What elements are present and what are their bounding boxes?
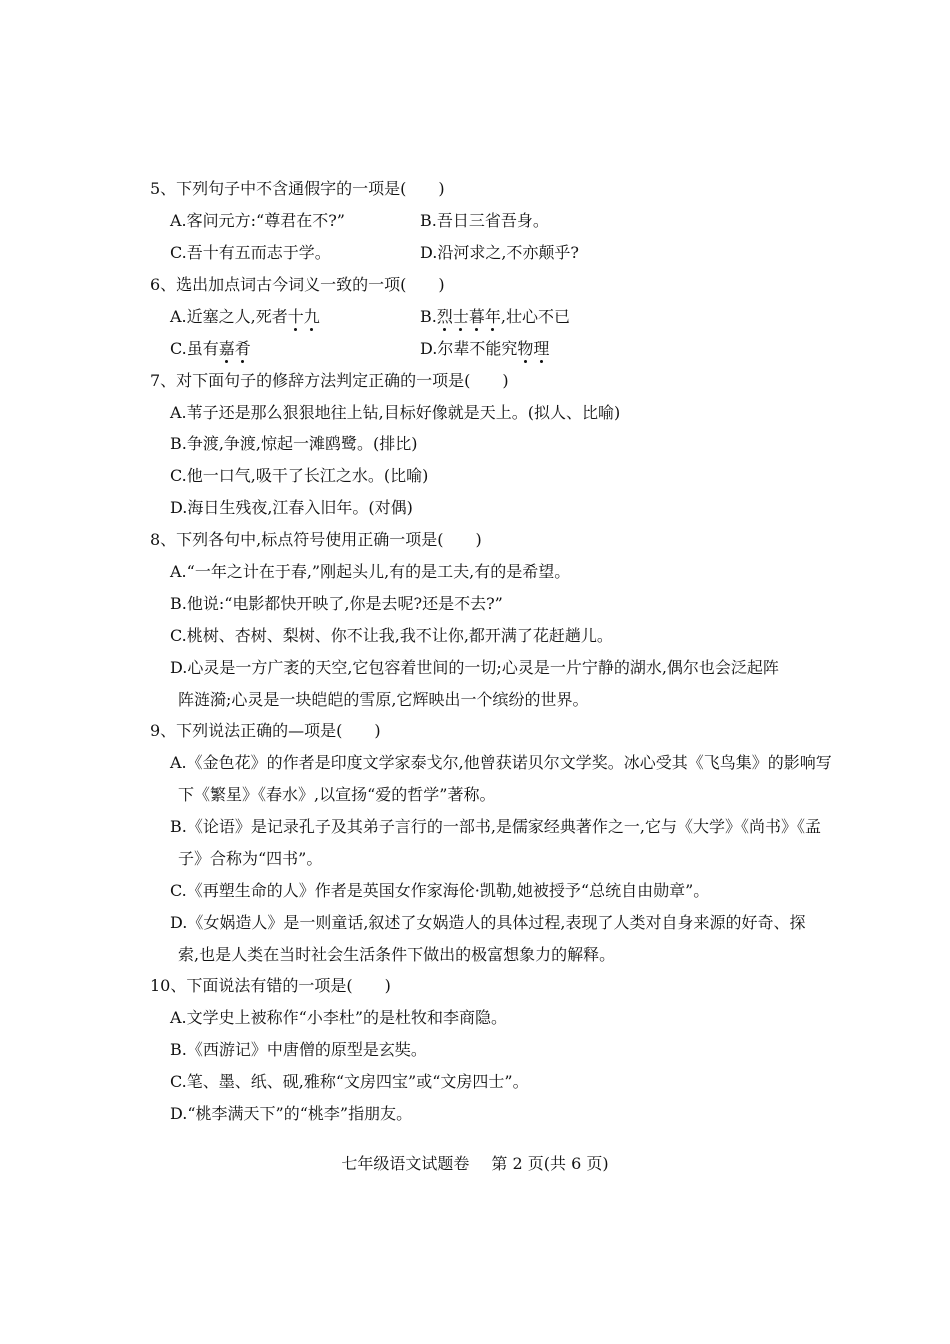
option-text: ,壮心不已 [500,307,570,326]
question-9-option-d-line2: 索,也是人类在当时社会生活条件下做出的极富想象力的解释。 [178,945,616,964]
question-7-option-d: D.海日生残夜,江春入旧年。(对偶) [170,498,413,517]
emphasis-dot-char: 暮 [468,307,485,326]
question-10-option-a: A.文学史上被称作“小李杜”的是杜牧和李商隐。 [170,1008,508,1027]
question-8-option-b: B.他说:“电影都快开映了,你是去呢?还是不去?” [170,594,503,613]
question-7-stem: 7、对下面句子的修辞方法判定正确的一项是( ) [150,371,509,390]
emphasized-word [288,307,320,326]
question-5-option-c: C.吾十有五而志于学。 [170,243,331,262]
question-8-stem: 8、下列各句中,标点符号使用正确一项是( ) [150,530,482,549]
question-10-option-b: B.《西游记》中唐僧的原型是玄奘。 [170,1040,427,1059]
question-8-option-d-line2: 阵涟漪;心灵是一块皑皑的雪原,它辉映出一个缤纷的世界。 [178,690,589,709]
emphasis-dot-char: 士 [452,307,469,326]
emphasis-dot-char: 嘉 [218,339,235,358]
question-6-option-c [170,339,251,359]
emphasized-word [219,339,251,358]
emphasis-dot-char: 物 [517,339,534,358]
option-text: C.虽有 [170,339,219,358]
question-6-option-a [170,307,320,327]
option-text: B. [420,307,437,326]
question-5-option-b: B.吾日三省吾身。 [420,211,549,230]
exam-title: 七年级语文试题卷 [341,1154,470,1173]
page-number: 第 2 页(共 6 页) [491,1154,609,1173]
emphasized-word [517,339,549,358]
question-9-option-b-line1: B.《论语》是记录孔子及其弟子言行的一部书,是儒家经典著作之一,它与《大学》《尚书》《孟 [170,817,822,836]
question-5-option-a: A.客问元方:“尊君在不?” [170,211,345,230]
emphasis-dot-char: 肴 [234,339,251,358]
question-7-option-a: A.苇子还是那么狠狠地往上钻,目标好像就是天上。(拟人、比喻) [170,403,621,422]
question-9-option-a-line1: A.《金色花》的作者是印度文学家泰戈尔,他曾获诺贝尔文学奖。冰心受其《飞鸟集》的影响写 [170,753,832,772]
question-9-option-a-line2: 下《繁星》《春水》,以宣扬“爱的哲学”著称。 [178,785,496,804]
question-5-stem: 5、下列句子中不含通假字的一项是( ) [150,179,445,198]
emphasized-word [437,307,501,326]
question-8-option-c: C.桃树、杏树、梨树、你不让我,我不让你,都开满了花赶趟儿。 [170,626,613,645]
emphasis-dot-char: 年 [484,307,501,326]
question-9-option-c: C.《再塑生命的人》作者是英国女作家海伦·凯勒,她被授予“总统自由勋章”。 [170,881,710,900]
question-10-option-c: C.笔、墨、纸、砚,雅称“文房四宝”或“文房四士”。 [170,1072,529,1091]
question-7-option-b: B.争渡,争渡,惊起一滩鸥鹭。(排比) [170,434,418,453]
question-5-option-d: D.沿河求之,不亦颠乎? [420,243,580,262]
option-text: D.尔辈不能究 [420,339,518,358]
question-7-option-c: C.他一口气,吸干了长江之水。(比喻) [170,466,429,485]
emphasis-dot-char: 十 [287,307,304,326]
question-9-stem: 9、下列说法正确的—项是( ) [150,721,381,740]
emphasis-dot-char: 九 [303,307,320,326]
question-9-option-d-line1: D.《女娲造人》是一则童话,叙述了女娲造人的具体过程,表现了人类对自身来源的好奇、探 [170,913,806,932]
question-6-stem: 6、选出加点词古今词义一致的一项( ) [150,275,445,294]
question-6-option-b [420,307,570,327]
emphasis-dot-char: 烈 [436,307,453,326]
question-10-option-d: D.“桃李满天下”的“桃李”指朋友。 [170,1104,413,1123]
question-8-option-a: A.“一年之计在于春,”刚起头儿,有的是工夫,有的是希望。 [170,562,571,581]
option-text: A.近塞之人,死者 [170,307,288,326]
question-9-option-b-line2: 子》合称为“四书”。 [178,849,323,868]
question-6-option-d [420,339,549,359]
question-8-option-d-line1: D.心灵是一方广袤的天空,它包容着世间的一切;心灵是一片宁静的湖水,偶尔也会泛起阵 [170,658,779,677]
emphasis-dot-char: 理 [533,339,550,358]
page-footer [0,1154,950,1174]
question-10-stem: 10、下面说法有错的一项是( ) [150,976,391,995]
